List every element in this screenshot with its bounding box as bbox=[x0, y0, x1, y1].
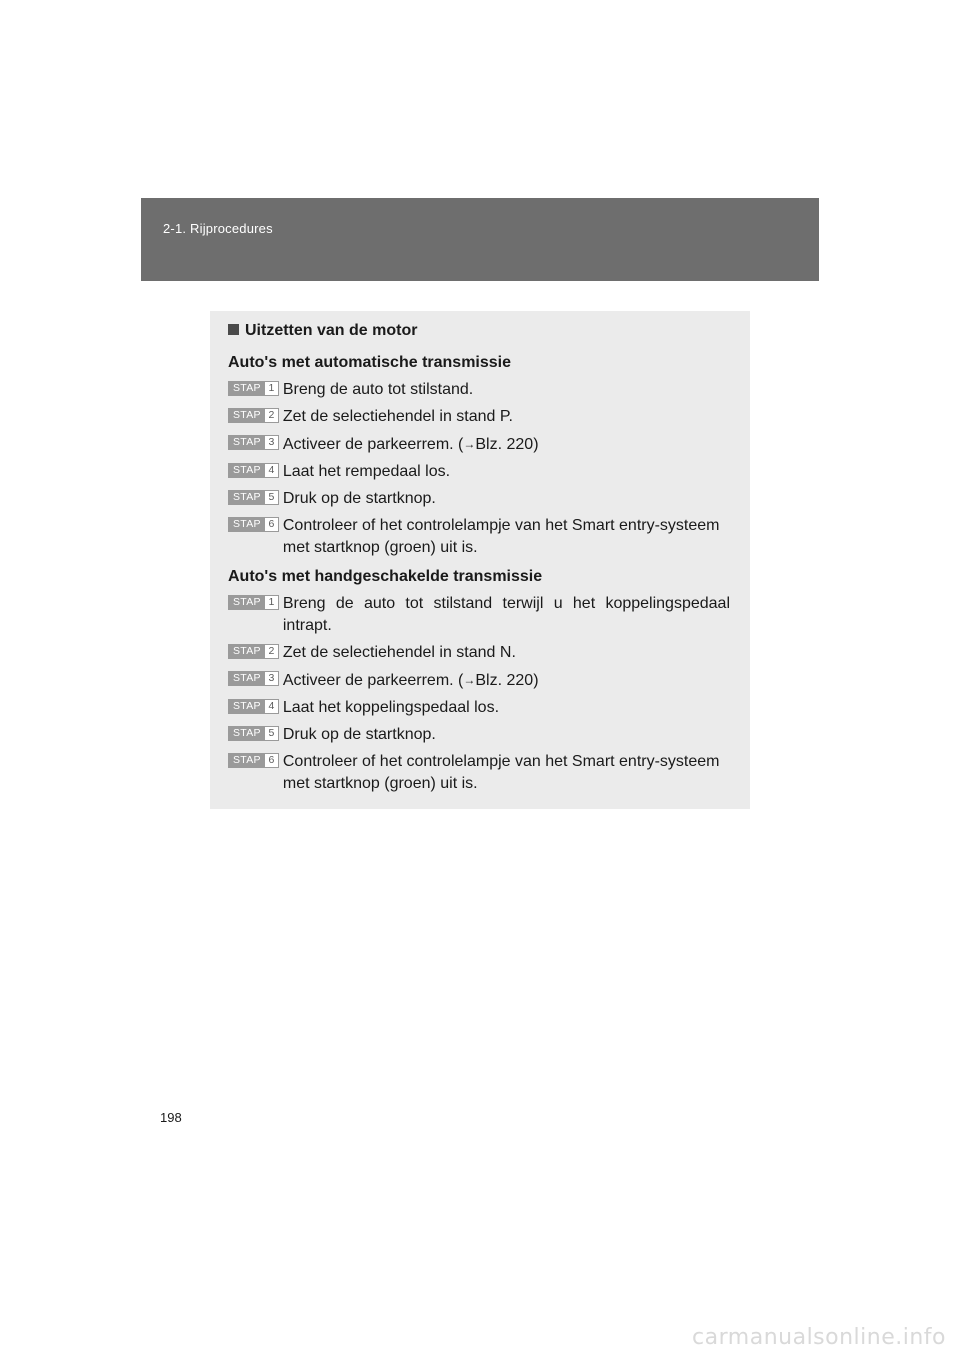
step-list-automatic bbox=[228, 379, 730, 559]
step-item bbox=[228, 669, 730, 692]
step-item bbox=[228, 461, 730, 483]
step-text: Druk op de startknop. bbox=[282, 490, 436, 507]
step-text: Breng de auto tot stilstand terwijl u het koppelingspedaal intrapt. bbox=[282, 595, 730, 634]
group-heading-manual: Auto's met handgeschakelde transmissie bbox=[228, 568, 543, 585]
step-text: Zet de selectiehendel in stand N. bbox=[282, 644, 516, 661]
step-badge: STAP 1 bbox=[228, 595, 279, 610]
right-arrow-icon: → bbox=[463, 437, 476, 451]
step-badge: STAP 6 bbox=[228, 753, 279, 768]
step-item bbox=[228, 433, 730, 456]
step-item bbox=[228, 406, 730, 428]
step-badge: STAP 3 bbox=[228, 435, 279, 450]
group-heading-automatic: Auto's met automatische transmissie bbox=[228, 354, 511, 371]
step-item bbox=[228, 724, 730, 746]
step-text: Zet de selectiehendel in stand P. bbox=[282, 408, 513, 425]
step-text: Breng de auto tot stilstand. bbox=[282, 381, 474, 398]
watermark: carmanualsonline.info bbox=[692, 1325, 946, 1350]
step-item bbox=[228, 593, 730, 637]
step-badge: STAP 3 bbox=[228, 671, 279, 686]
step-item bbox=[228, 642, 730, 664]
right-arrow-icon: → bbox=[463, 673, 476, 687]
step-badge: STAP 5 bbox=[228, 490, 279, 505]
info-box bbox=[210, 311, 750, 809]
step-text: Activeer de parkeerrem. (→Blz. 220) bbox=[282, 672, 539, 689]
step-item bbox=[228, 697, 730, 719]
step-badge: STAP 2 bbox=[228, 644, 279, 659]
step-text: Controleer of het controlelampje van het Smart entry-systeem met startknop (groen) uit is. bbox=[282, 753, 720, 792]
step-text: Controleer of het controlelampje van het Smart entry-systeem met startknop (groen) uit is. bbox=[282, 517, 720, 556]
step-list-manual bbox=[228, 593, 730, 795]
section-label: 2-1. Rijprocedures bbox=[163, 221, 273, 236]
step-badge: STAP 5 bbox=[228, 726, 279, 741]
step-badge: STAP 6 bbox=[228, 517, 279, 532]
step-text: Laat het rempedaal los. bbox=[282, 463, 451, 480]
step-badge: STAP 4 bbox=[228, 699, 279, 714]
step-item bbox=[228, 379, 730, 401]
step-text: Laat het koppelingspedaal los. bbox=[282, 699, 500, 716]
step-badge: STAP 2 bbox=[228, 408, 279, 423]
step-text: Druk op de startknop. bbox=[282, 726, 436, 743]
step-item bbox=[228, 751, 730, 795]
page-number: 198 bbox=[160, 1110, 182, 1125]
step-badge: STAP 1 bbox=[228, 381, 279, 396]
black-square-icon bbox=[228, 324, 239, 335]
step-badge: STAP 4 bbox=[228, 463, 279, 478]
section-header-band bbox=[141, 198, 819, 281]
step-text: Activeer de parkeerrem. (→Blz. 220) bbox=[282, 436, 539, 453]
step-item bbox=[228, 515, 730, 559]
step-item bbox=[228, 488, 730, 510]
section-heading-text: Uitzetten van de motor bbox=[245, 322, 418, 339]
section-heading bbox=[228, 321, 730, 341]
